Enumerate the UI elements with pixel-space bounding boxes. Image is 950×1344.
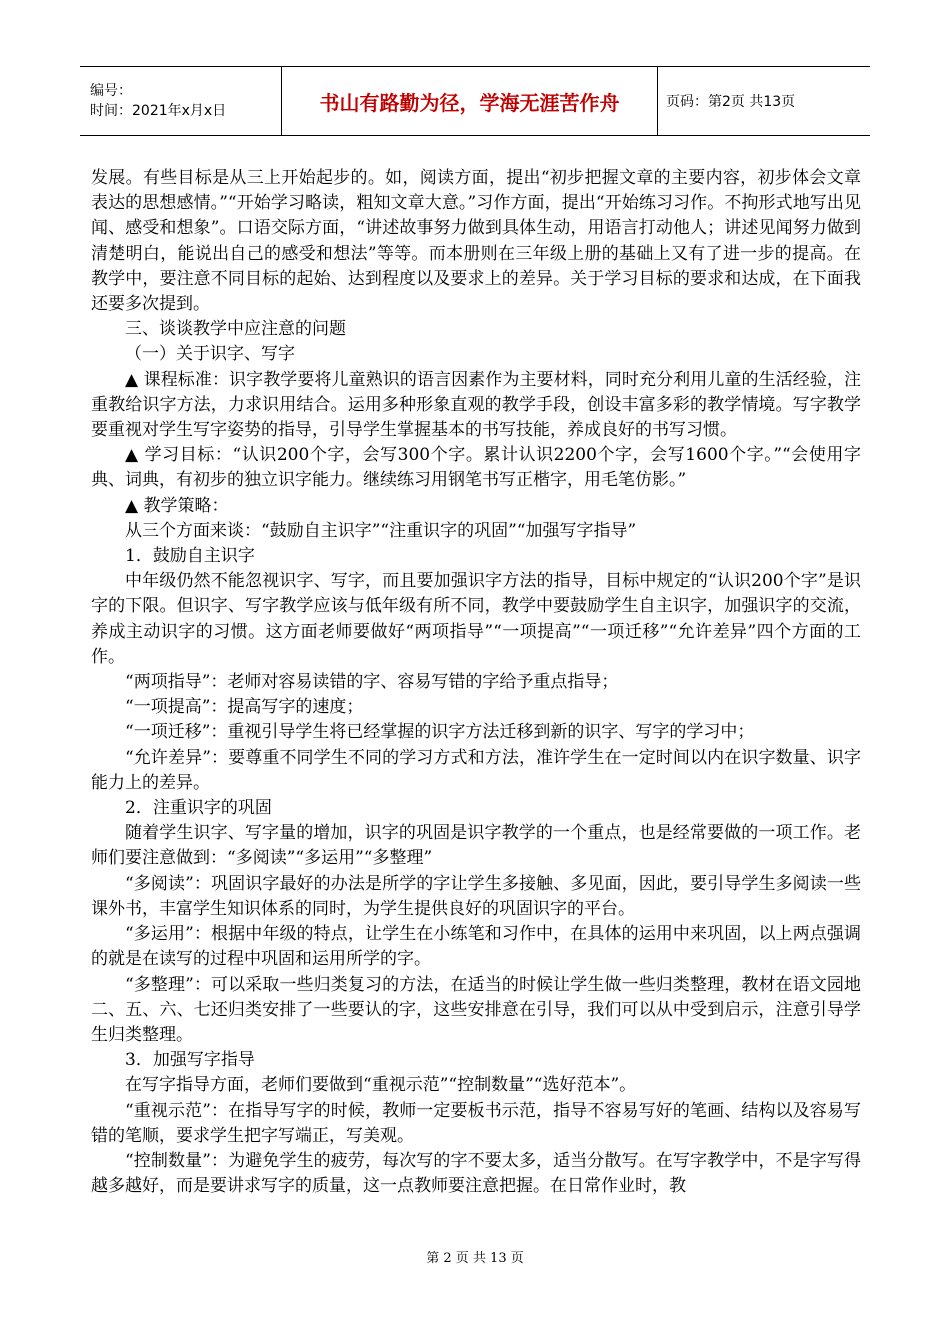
paragraph: “多整理”：可以采取一些归类复习的方法，在适当的时候让学生做一些归类整理，教材在语文园地二、五、六、七还归类安排了一些要认的字，这些安排意在引导，我们可以从中受到启示，注意引导学生归类整理。 [91,974,861,1045]
document-body [91,166,861,1199]
paragraph: 随着学生识字、写字量的增加，识字的巩固是识字教学的一个重点，也是经常要做的一项工作。老师们要注意做到：“多阅读”“多运用”“多整理” [91,823,861,869]
header-motto: 书山有路勤为径，学海无涯苦作舟 [282,67,658,135]
paragraph: 3．加强写字指导 [125,1050,255,1071]
paragraph: “多阅读”：巩固识字最好的办法是所学的字让学生多接触、多见面，因此，要引导学生多阅读一些课外书，丰富学生知识体系的同时，为学生提供良好的巩固识字的平台。 [91,873,861,919]
paragraph: 1．鼓励自主识字 [125,546,255,567]
paragraph: “允许差异”：要尊重不同学生不同的学习方式和方法，准许学生在一定时间以内在识字数量、识字能力上的差异。 [91,747,861,793]
time-label: 时间：2021年x月x日 [90,103,227,119]
paragraph: “一项迁移”：重视引导学生将已经掌握的识字方法迁移到新的识字、写字的学习中； [125,722,755,743]
page-footer: 第 2 页 共 13 页 [426,1251,524,1266]
paragraph: ▲ 学习目标：“认识200个字，会写300个字。累计认识2200个字，会写1600个字。”“会使用字典、词典，有初步的独立识字能力。继续练习用钢笔书写正楷字，用毛笔仿影。” [91,445,861,491]
paragraph: “重视示范”：在指导写字的时候，教师一定要板书示范，指导不容易写好的笔画、结构以及容易写错的笔顺，要求学生把字写端正，写美观。 [91,1100,861,1146]
paragraph: ▲ 教学策略： [125,495,229,516]
paragraph: “多运用”：根据中年级的特点，让学生在小练笔和习作中，在具体的运用中来巩固，以上两点强调的就是在读写的过程中巩固和运用所学的字。 [91,924,861,970]
paragraph: “一项提高”：提高写字的速度； [125,697,364,718]
code-label: 编号： [90,83,132,99]
paragraph: 三、谈谈教学中应注意的问题 [125,319,346,340]
paragraph: 发展。有些目标是从三上开始起步的。如，阅读方面，提出“初步把握文章的主要内容，初步体会文章表达的思想感情。”“开始学习略读，粗知文章大意。”习作方面，提出“开始练习习作。不拘形式地写出见闻、感受和想象”。口语交际方面，“讲述故事努力做到具体生动，用语言打动他人；讲述见闻努力做到清楚明白，能说出自己的感受和想法”等等。而本册则在三年级上册的基础上又有了进一步的提高。在教学中，要注意不同目标的起始、达到程度以及要求上的差异。关于学习目标的要求和达成，在下面我还要多次提到。 [91,168,861,315]
header-page-info: 页码：第2页 共13页 [666,94,796,110]
paragraph: 2．注重识字的巩固 [125,798,272,819]
paragraph: 在写字指导方面，老师们要做到“重视示范”“控制数量”“选好范本”。 [125,1075,637,1096]
paragraph: ▲ 课程标准：识字教学要将儿童熟识的语言因素作为主要材料，同时充分利用儿童的生活经验，注重教给识字方法，力求识用结合。运用多种形象直观的教学手段，创设丰富多彩的教学情境。写字教学要重视对学生写字姿势的指导，引导学生掌握基本的书写技能，养成良好的书写习惯。 [91,369,861,441]
page-header [80,66,870,136]
paragraph: 从三个方面来谈：“鼓励自主识字”“注重识字的巩固”“加强写字指导” [125,520,637,541]
paragraph: “两项指导”：老师对容易读错的字、容易写错的字给予重点指导； [125,672,619,693]
paragraph: （一）关于识字、写字 [125,344,295,365]
paragraph: 中年级仍然不能忽视识字、写字，而且要加强识字方法的指导，目标中规定的“认识200个字”是识字的下限。但识字、写字教学应该与低年级有所不同，教学中要鼓励学生自主识字，加强识字的交流，养成主动识字的习惯。这方面老师要做好“两项指导”“一项提高”“一项迁移”“允许差异”四个方面的工作。 [91,571,861,667]
header-meta [80,67,282,135]
paragraph: “控制数量”：为避免学生的疲劳，每次写的字不要太多，适当分散写。在写字教学中，不是字写得越多越好，而是要讲求写字的质量，这一点教师要注意把握。在日常作业时，教 [91,1150,861,1197]
